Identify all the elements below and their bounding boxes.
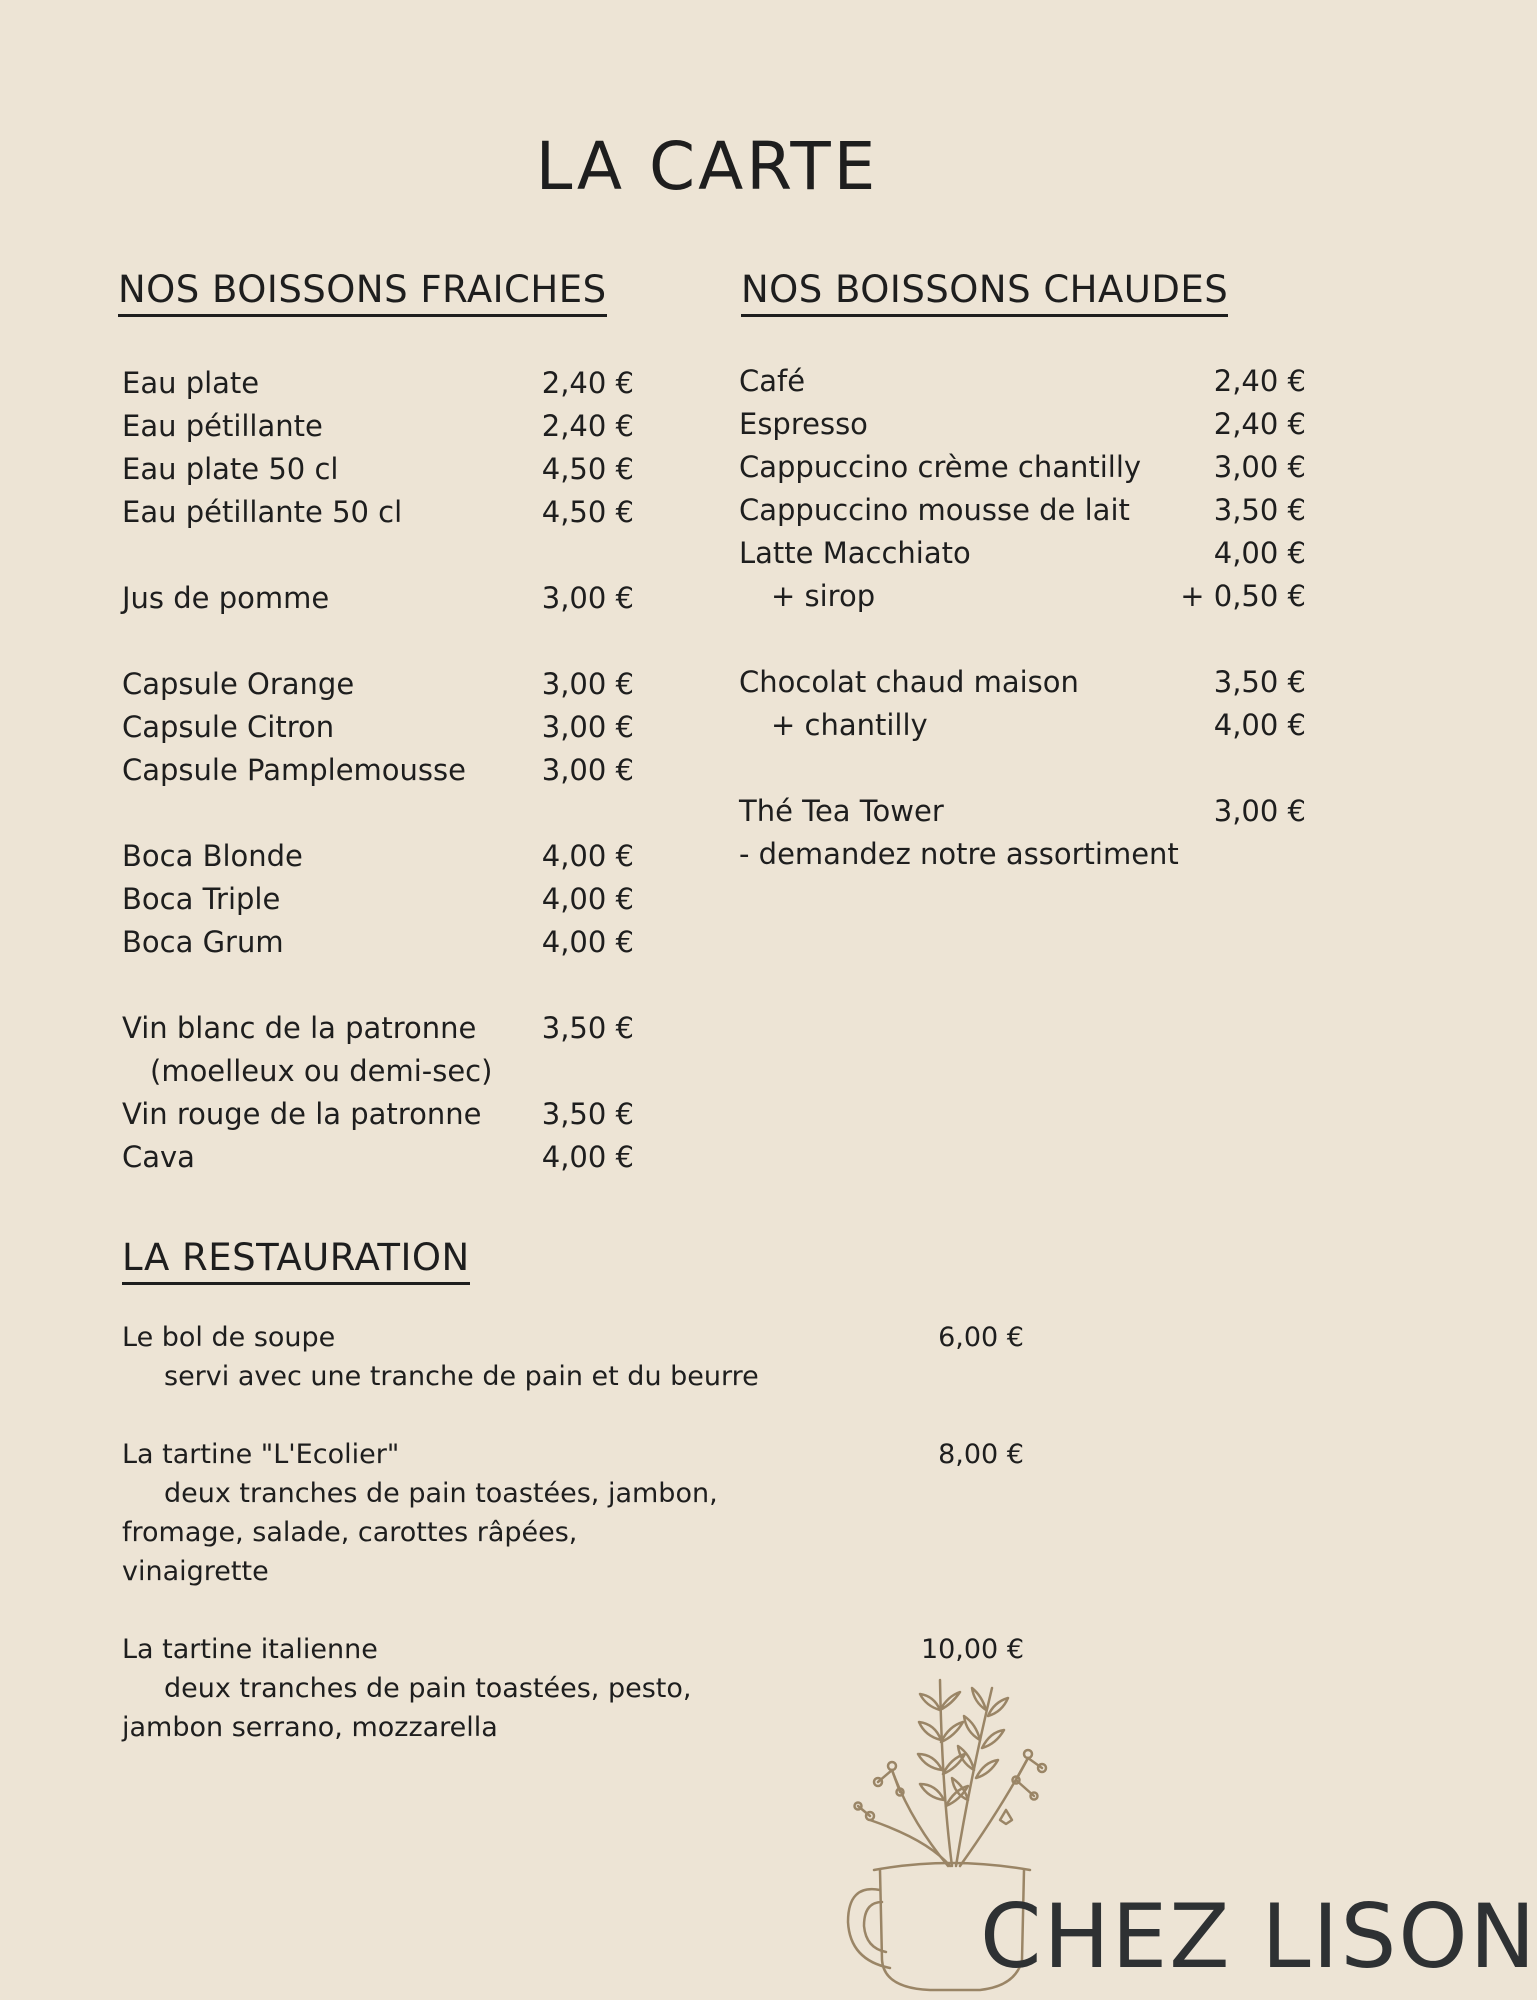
food-item-price: 6,00 € — [938, 1322, 1024, 1353]
menu-item: Cappuccino crème chantilly 3,00 € — [739, 450, 1306, 484]
food-item-price: 8,00 € — [938, 1439, 1024, 1470]
menu-item: Espresso 2,40 € — [739, 407, 1306, 441]
food-item-description: servi avec une tranche de pain et du beurre — [164, 1361, 759, 1392]
menu-item-note: (moelleux ou demi-sec) — [150, 1054, 493, 1088]
menu-item: Eau pétillante 2,40 € — [122, 409, 634, 443]
menu-item: Eau plate 2,40 € — [122, 366, 634, 400]
cold-drinks-list — [122, 362, 634, 1179]
brand-name: CHEZ LISON — [980, 1885, 1537, 1988]
hot-drinks-heading: NOS BOISSONS CHAUDES — [741, 268, 1228, 317]
menu-item: Boca Blonde 4,00 € — [122, 839, 634, 873]
menu-item-extra: + chantilly 4,00 € — [771, 708, 1306, 742]
menu-item: Capsule Pamplemousse 3,00 € — [122, 753, 634, 787]
food-heading: LA RESTAURATION — [122, 1236, 470, 1285]
menu-item: Vin blanc de la patronne 3,50 € — [122, 1011, 634, 1045]
menu-item: Jus de pomme 3,00 € — [122, 581, 634, 615]
menu-item-extra: + sirop + 0,50 € — [771, 579, 1306, 613]
menu-item: Café 2,40 € — [739, 364, 1306, 398]
menu-item: Cappuccino mousse de lait 3,50 € — [739, 493, 1306, 527]
menu-item-note: - demandez notre assortiment — [739, 837, 1179, 871]
menu-item: Boca Triple 4,00 € — [122, 882, 634, 916]
food-item-name: La tartine "L'Ecolier" — [122, 1439, 400, 1470]
food-item-name: La tartine italienne — [122, 1634, 378, 1665]
menu-item: Thé Tea Tower 3,00 € — [739, 794, 1306, 828]
spacer — [739, 747, 1306, 790]
food-item-description: deux tranches de pain toastées, pesto, jambon serrano, mozzarella — [122, 1673, 692, 1743]
page-title: LA CARTE — [535, 128, 879, 205]
spacer — [122, 964, 634, 1007]
cold-drinks-heading: NOS BOISSONS FRAICHES — [118, 268, 607, 317]
food-item — [122, 1435, 1024, 1591]
brand-logo — [830, 1670, 1537, 2000]
food-item-price: 10,00 € — [920, 1634, 1024, 1665]
menu-item: Capsule Citron 3,00 € — [122, 710, 634, 744]
hot-drinks-list — [739, 360, 1306, 876]
menu-item: Vin rouge de la patronne 3,50 € — [122, 1097, 634, 1131]
food-item-name: Le bol de soupe — [122, 1322, 336, 1353]
menu-item: Eau plate 50 cl 4,50 € — [122, 452, 634, 486]
spacer — [122, 534, 634, 577]
menu-item: Chocolat chaud maison 3,50 € — [739, 665, 1306, 699]
food-item-description: deux tranches de pain toastées, jambon, fromage, salade, carottes râpées, vinaigrette — [122, 1478, 718, 1587]
spacer — [739, 618, 1306, 661]
spacer — [122, 620, 634, 663]
menu-item: Boca Grum 4,00 € — [122, 925, 634, 959]
menu-item: Eau pétillante 50 cl 4,50 € — [122, 495, 634, 529]
menu-item: Cava 4,00 € — [122, 1140, 634, 1174]
menu-item: Latte Macchiato 4,00 € — [739, 536, 1306, 570]
menu-item: Capsule Orange 3,00 € — [122, 667, 634, 701]
food-item — [122, 1318, 1024, 1396]
spacer — [122, 792, 634, 835]
